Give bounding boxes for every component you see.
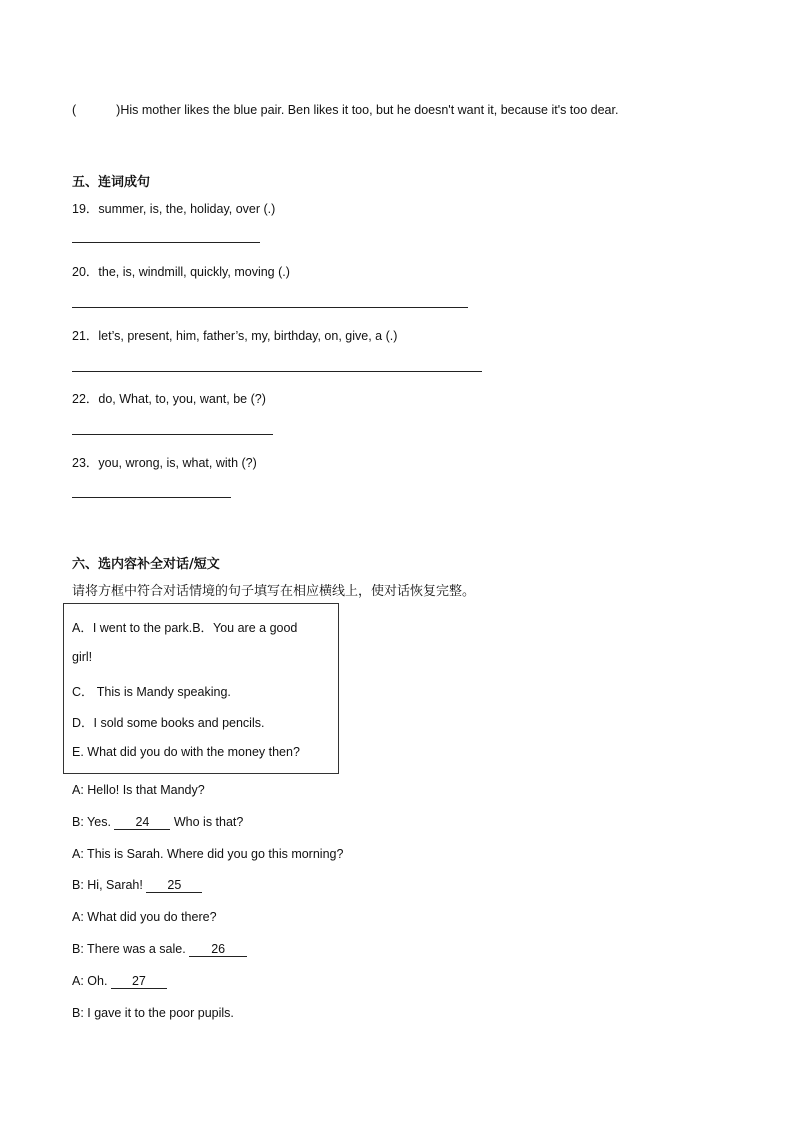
dialogue-line (72, 1006, 234, 1020)
option-line-5: E. What did you do with the money then? (72, 745, 300, 759)
option-line-2: girl! (72, 650, 93, 664)
blank-24[interactable]: 24 (114, 816, 170, 830)
dialogue-text: A: This is Sarah. Where did you go this morning? (72, 847, 344, 861)
word-list: summer, is, the, holiday, over (.) (98, 202, 276, 216)
option-line-4: D．I sold some books and pencils. (72, 716, 265, 730)
dialogue-text: A: Oh. (72, 974, 111, 988)
dialogue-line (72, 942, 247, 957)
answer-paren-close: ) (116, 103, 121, 117)
question-number: 23． (72, 456, 99, 470)
dialogue-line (72, 847, 343, 861)
blank-27[interactable]: 27 (111, 975, 167, 989)
word-list: let’s, present, him, father’s, my, birthday, on, give, a (.) (98, 329, 398, 343)
question-21 (72, 326, 397, 344)
section-6-heading: 六、选内容补全对话/短文 (72, 557, 220, 572)
dialogue-line (72, 878, 202, 893)
dialogue-line (72, 910, 217, 924)
blank-25[interactable]: 25 (146, 879, 202, 893)
option-line-3: C． This is Mandy speaking. (72, 685, 231, 699)
dialogue-line (72, 974, 167, 989)
question-number: 19． (72, 202, 99, 216)
answer-line-22[interactable] (72, 434, 273, 435)
word-list: do, What, to, you, want, be (?) (98, 392, 266, 406)
dialogue-text: A: What did you do there? (72, 910, 217, 924)
word-list: the, is, windmill, quickly, moving (.) (98, 265, 290, 279)
question-20 (72, 262, 290, 280)
question-22 (72, 389, 266, 407)
section-5-heading: 五、连词成句 (72, 175, 151, 190)
answer-line-21[interactable] (72, 371, 482, 372)
answer-line-19[interactable] (72, 242, 260, 243)
question-number: 22． (72, 392, 99, 406)
word-list: you, wrong, is, what, with (?) (98, 456, 257, 470)
question-23 (72, 453, 257, 471)
section-6-instruction: 请将方框中符合对话情境的句子填写在相应横线上，使对话恢复完整。 (72, 584, 476, 599)
answer-line-20[interactable] (72, 307, 468, 308)
answer-paren-open: ( (72, 103, 77, 117)
question-text: His mother likes the blue pair. Ben likes it too, but he doesn't want it, because it's too dear. (120, 103, 619, 117)
dialogue-text: B: I gave it to the poor pupils. (72, 1006, 234, 1020)
question-number: 20． (72, 265, 99, 279)
dialogue-line (72, 783, 205, 797)
question-number: 21． (72, 329, 99, 343)
dialogue-text: A: Hello! Is that Mandy? (72, 783, 205, 797)
dialogue-text: B: Hi, Sarah! (72, 878, 147, 892)
dialogue-text: Who is that? (170, 815, 244, 829)
dialogue-text: B: There was a sale. (72, 942, 190, 956)
blank-26[interactable]: 26 (189, 943, 247, 957)
dialogue-text: B: Yes. (72, 815, 115, 829)
dialogue-line (72, 815, 243, 830)
question-18 (72, 103, 618, 117)
question-19 (72, 199, 275, 217)
answer-line-23[interactable] (72, 497, 231, 498)
option-line-1: A．I went to the park.B．You are a good (72, 621, 298, 635)
